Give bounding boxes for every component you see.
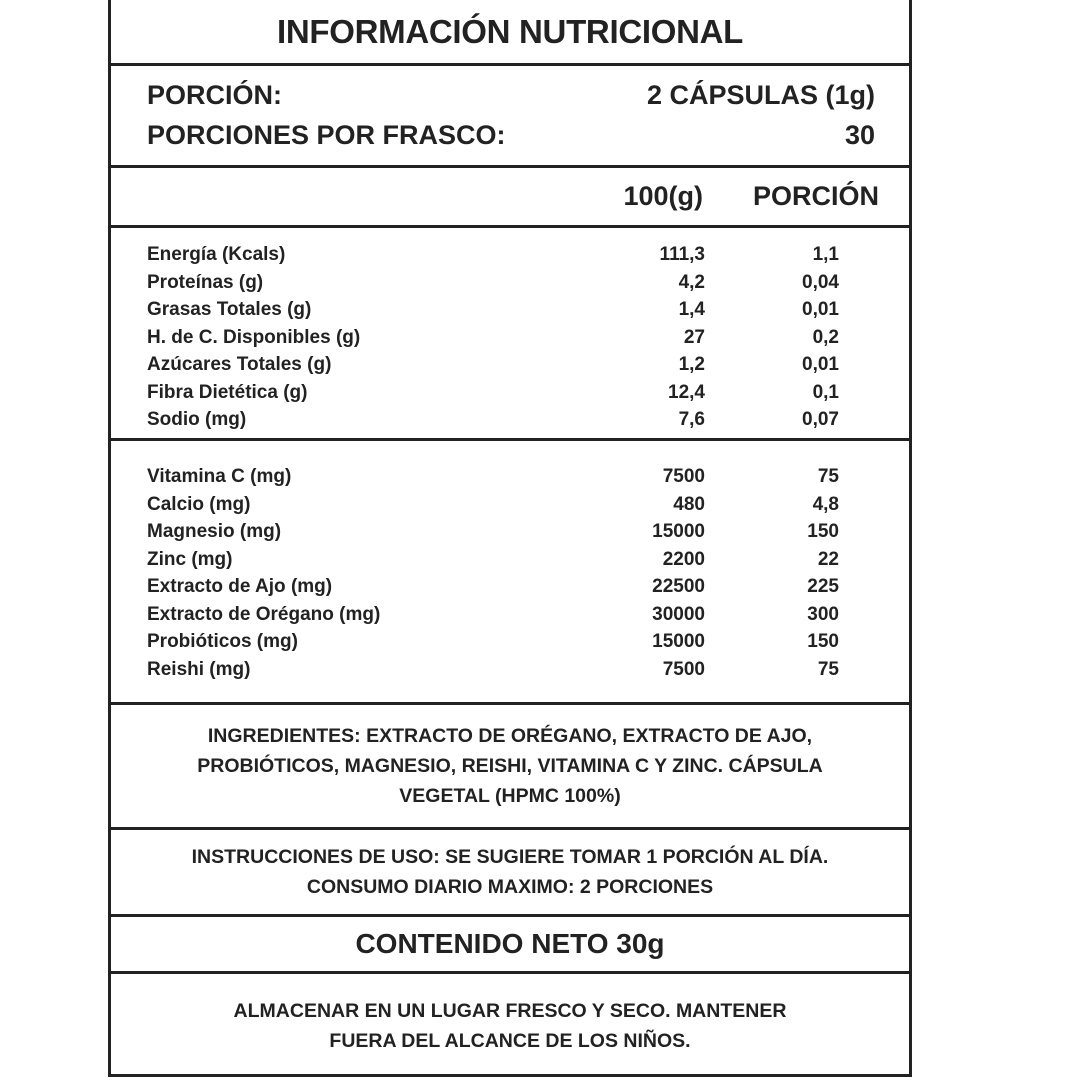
nutrient-per-100g: 7,6 xyxy=(678,409,705,430)
nutrient-per-portion: 0,1 xyxy=(812,381,839,403)
nutrient-per-portion: 1,1 xyxy=(812,244,839,265)
portion-label: PORCIÓN: xyxy=(147,80,282,110)
nutrient-name: Sodio (mg) xyxy=(147,409,247,430)
actives-table xyxy=(111,441,909,705)
nutrition-label xyxy=(108,0,912,1077)
column-per-portion: PORCIÓN xyxy=(752,181,879,211)
nutrient-row xyxy=(147,409,909,433)
nutrient-row xyxy=(147,659,909,683)
nutrient-row xyxy=(147,327,909,351)
serving-info xyxy=(111,66,909,168)
nutrient-name: Extracto de Orégano (mg) xyxy=(147,603,381,625)
nutrient-per-100g: 7500 xyxy=(662,658,705,680)
nutrient-per-100g: 15000 xyxy=(652,631,705,652)
nutrient-name: Calcio (mg) xyxy=(147,493,251,515)
nutrient-per-100g: 480 xyxy=(673,493,705,515)
nutrient-name: Extracto de Ajo (mg) xyxy=(147,576,333,597)
ingredients-section xyxy=(111,705,909,830)
instructions-section xyxy=(111,830,909,917)
nutrient-row xyxy=(147,272,909,296)
nutrient-per-portion: 0,01 xyxy=(802,299,839,320)
nutrient-per-portion: 300 xyxy=(807,603,839,625)
nutrient-per-portion: 150 xyxy=(807,631,839,652)
nutrient-row xyxy=(147,354,909,378)
nutrient-per-100g: 22500 xyxy=(652,576,705,597)
nutrient-per-portion: 0,01 xyxy=(802,354,839,375)
nutrient-per-portion: 150 xyxy=(807,521,839,542)
nutrient-per-100g: 1,2 xyxy=(678,354,705,375)
nutrient-name: H. de C. Disponibles (g) xyxy=(147,326,361,348)
nutrient-per-100g: 27 xyxy=(683,326,705,348)
portion-row xyxy=(147,80,875,111)
nutrient-row xyxy=(147,466,909,490)
nutrient-per-portion: 22 xyxy=(817,548,839,570)
column-header xyxy=(111,168,909,228)
nutrient-name: Azúcares Totales (g) xyxy=(147,354,332,375)
nutrient-per-portion: 0,2 xyxy=(812,326,839,348)
nutrient-name: Magnesio (mg) xyxy=(147,521,282,542)
storage-section xyxy=(111,974,909,1077)
portion-value: 2 CÁPSULAS (1g) xyxy=(646,80,875,110)
nutrients-table xyxy=(111,228,909,441)
nutrient-per-100g: 1,4 xyxy=(678,299,705,320)
nutrient-row xyxy=(147,244,909,268)
storage-text: ALMACENAR EN UN LUGAR FRESCO Y SECO. MANTENER FUERA DEL ALCANCE DE LOS NIÑOS. xyxy=(233,999,787,1052)
nutrient-per-portion: 4,8 xyxy=(812,493,839,515)
column-per-100g: 100(g) xyxy=(623,181,703,211)
nutrient-name: Grasas Totales (g) xyxy=(147,299,312,320)
nutrient-per-portion: 0,04 xyxy=(802,271,839,293)
nutrient-row xyxy=(147,382,909,406)
nutrient-per-100g: 12,4 xyxy=(668,381,705,403)
nutrient-row xyxy=(147,549,909,573)
nutrient-per-100g: 7500 xyxy=(662,466,705,487)
portions-per-bottle-label: PORCIONES POR FRASCO: xyxy=(147,120,506,150)
nutrient-row xyxy=(147,494,909,518)
nutrient-name: Probióticos (mg) xyxy=(147,631,298,652)
nutrient-per-portion: 75 xyxy=(817,658,839,680)
portions-per-bottle-value: 30 xyxy=(844,120,875,150)
portions-per-bottle-row xyxy=(147,120,875,151)
nutrient-per-100g: 4,2 xyxy=(678,271,705,293)
nutrient-per-100g: 2200 xyxy=(662,548,705,570)
instructions-text: INSTRUCCIONES DE USO: SE SUGIERE TOMAR 1 PORCIÓN AL DÍA. CONSUMO DIARIO MAXIMO: 2 PORCIONES xyxy=(191,846,829,898)
nutrient-per-portion: 75 xyxy=(817,466,839,487)
nutrient-per-100g: 111,3 xyxy=(659,244,705,265)
ingredients-text: INGREDIENTES: EXTRACTO DE ORÉGANO, EXTRACTO DE AJO, PROBIÓTICOS, MAGNESIO, REISHI, VITAMINA C Y ZINC. CÁPSULA VEGETAL (HPMC 100%) xyxy=(197,725,823,807)
nutrient-name: Reishi (mg) xyxy=(147,658,251,680)
nutrient-row xyxy=(147,604,909,628)
nutrient-row xyxy=(147,576,909,600)
nutrient-per-100g: 30000 xyxy=(652,603,705,625)
nutrient-row xyxy=(147,521,909,545)
nutrient-name: Proteínas (g) xyxy=(147,271,264,293)
nutrient-per-portion: 225 xyxy=(807,576,839,597)
nutrient-per-100g: 15000 xyxy=(652,521,705,542)
net-content: CONTENIDO NETO 30g xyxy=(111,917,909,974)
nutrient-per-portion: 0,07 xyxy=(802,409,839,430)
nutrient-name: Energía (Kcals) xyxy=(147,244,286,265)
nutrient-row xyxy=(147,631,909,655)
nutrient-name: Zinc (mg) xyxy=(147,548,233,570)
label-title: INFORMACIÓN NUTRICIONAL xyxy=(111,0,909,66)
nutrient-row xyxy=(147,299,909,323)
nutrient-name: Vitamina C (mg) xyxy=(147,466,292,487)
nutrient-name: Fibra Dietética (g) xyxy=(147,381,308,403)
